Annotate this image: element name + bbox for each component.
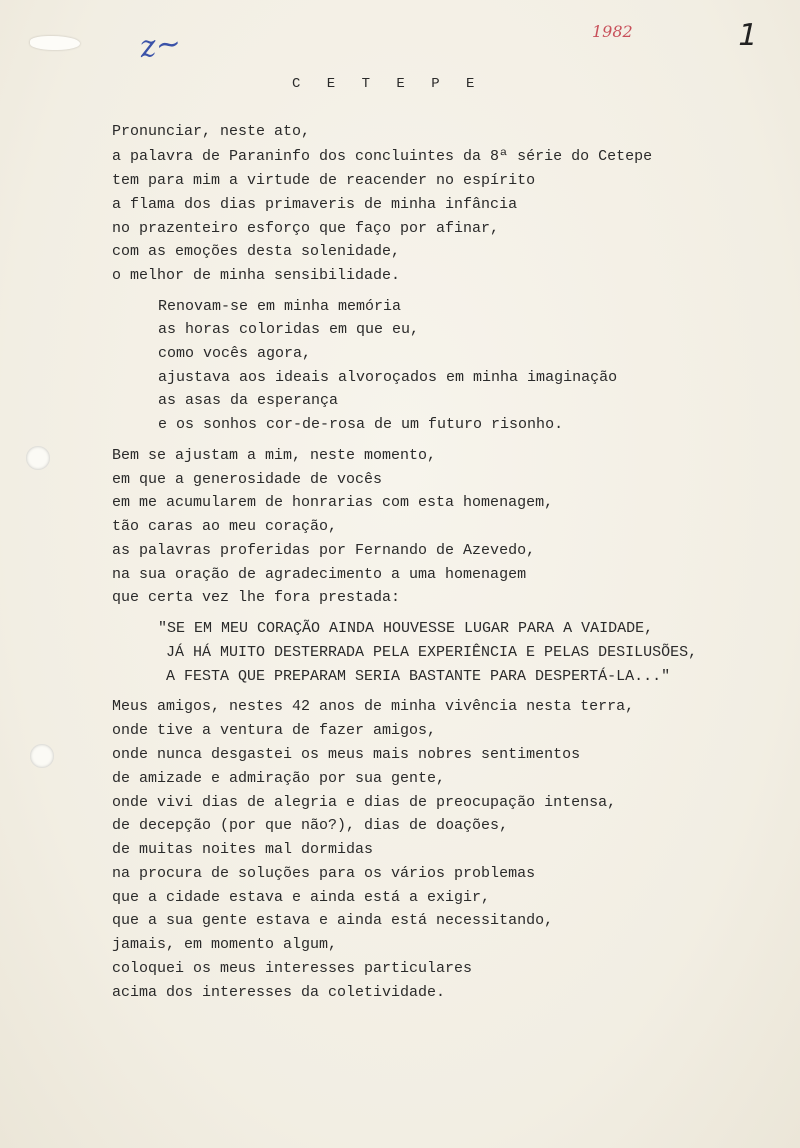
paper-tear [30,36,80,50]
text-line: Meus amigos, nestes 42 anos de minha vivência nesta terra, [112,698,635,715]
text-line: de decepção (por que não?), dias de doações, [112,817,509,834]
page-number: 1 [734,18,761,53]
text-line: de amizade e admiração por sua gente, [112,770,446,787]
punch-hole-top [26,446,50,470]
text-line: Renovam-se em minha memória [158,298,402,315]
text-line: o melhor de minha sensibilidade. [112,267,401,284]
quote-line: JÁ HÁ MUITO DESTERRADA PELA EXPERIÊNCIA E PELAS DESILUSÕES, [166,644,698,661]
handwritten-year: 1982 [592,22,633,41]
document-title: C E T E P E [292,76,484,92]
text-line: ajustava aos ideais alvoroçados em minha imaginação [158,369,618,386]
handwritten-initials: z~ [138,25,183,66]
text-line: que a sua gente estava e ainda está necessitando, [112,912,554,929]
quote-line: "SE EM MEU CORAÇÃO AINDA HOUVESSE LUGAR PARA A VAIDADE, [158,620,654,637]
text-line: Bem se ajustam a mim, neste momento, [112,447,437,464]
text-line: a flama dos dias primaveris de minha infância [112,196,518,213]
text-line: em que a generosidade de vocês [112,471,383,488]
text-line: na sua oração de agradecimento a uma homenagem [112,566,527,583]
text-line: as asas da esperança [158,392,339,409]
text-line: onde tive a ventura de fazer amigos, [112,722,437,739]
text-line: Pronunciar, neste ato, [112,123,311,140]
text-line: tem para mim a virtude de reacender no espírito [112,172,536,189]
text-line: que a cidade estava e ainda está a exigir, [112,889,491,906]
text-line: como vocês agora, [158,345,312,362]
text-line: no prazenteiro esforço que faço por afinar, [112,220,500,237]
punch-hole-bottom [30,744,54,768]
text-line: onde nunca desgastei os meus mais nobres sentimentos [112,746,581,763]
text-line: de muitas noites mal dormidas [112,841,374,858]
text-line: coloquei os meus interesses particulares [112,960,473,977]
text-line: jamais, em momento algum, [112,936,338,953]
quote-line: A FESTA QUE PREPARAM SERIA BASTANTE PARA DESPERTÁ-LA..." [166,668,671,685]
text-line: com as emoções desta solenidade, [112,243,401,260]
text-line: acima dos interesses da coletividade. [112,984,446,1001]
text-line: as palavras proferidas por Fernando de Azevedo, [112,542,536,559]
text-line: a palavra de Paraninfo dos concluintes da 8ª série do Cetepe [112,148,653,165]
text-line: em me acumularem de honrarias com esta homenagem, [112,494,554,511]
text-line: na procura de soluções para os vários problemas [112,865,536,882]
text-line: as horas coloridas em que eu, [158,321,420,338]
text-line: onde vivi dias de alegria e dias de preocupação intensa, [112,794,617,811]
text-line: tão caras ao meu coração, [112,518,338,535]
text-line: que certa vez lhe fora prestada: [112,589,401,606]
text-line: e os sonhos cor-de-rosa de um futuro risonho. [158,416,564,433]
